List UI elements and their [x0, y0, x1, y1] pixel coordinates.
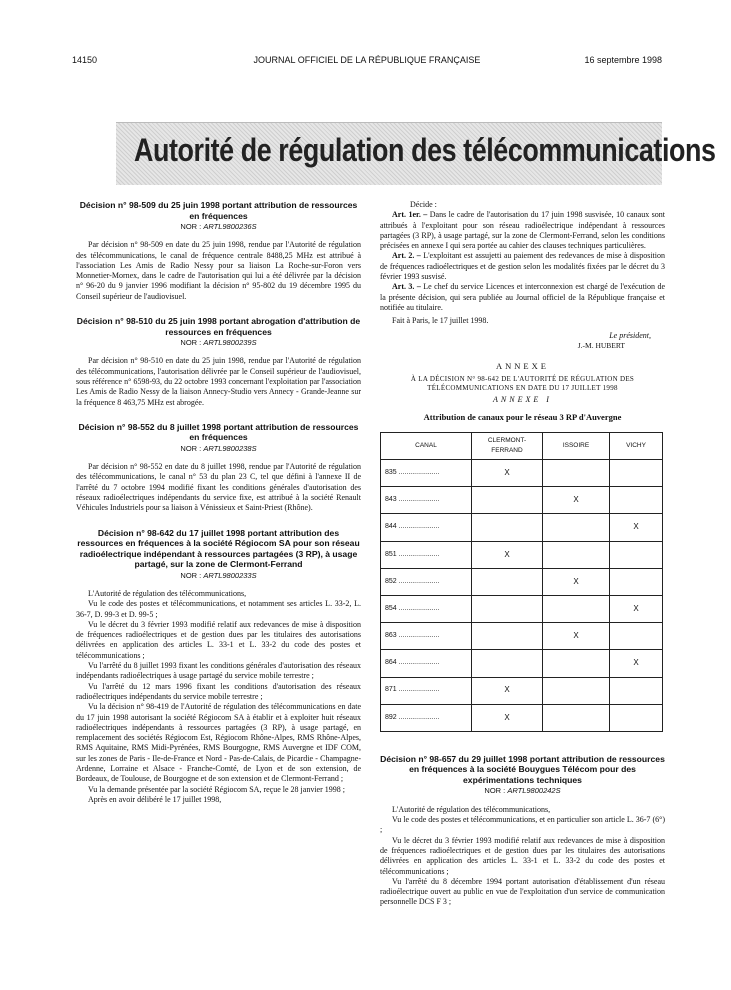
section-banner — [116, 122, 716, 185]
vichy-cell — [610, 623, 663, 650]
decision-body: Par décision n° 98-552 en date du 8 juillet 1998, rendue par l'Autorité de régulation des télécommunications, le canal n° 53 du plan 23 C, tel que défini à l'annexe II de l'arrêté du 7 octobre 1994 modifié fixant les conditions générales d'autorisation des réseaux radioélectriques indépendants du service fixe, est attribué à la société Renault Véhicules Industriels pour sa liaison à Vénissieux et Saint-Priest (Rhône). — [76, 462, 361, 513]
article-1 — [380, 210, 665, 251]
channel-cell: 892 ..................... — [381, 704, 472, 731]
table-row — [381, 487, 663, 514]
visa-paragraph: L'Autorité de régulation des télécommunications, — [392, 804, 551, 814]
table-row — [381, 595, 663, 622]
table-row — [381, 568, 663, 595]
decision-body: Par décision n° 98-509 en date du 25 juin 1998, rendue par l'Autorité de régulation des télécommunications, le canal de fréquence centrale 8488,25 MHz est attribué à l'association Les Amis de Radio Nessy pour sa liaison La Roche-sur-Foron vers Monnetier-Mornex, dans le cadre de l'autorisation qui lui a été délivrée par la décision n° 96-20 du 9 janvier 1996 modifiant la décision n° 95-802 du 19 décembre 1995 du Conseil supérieur de l'audiovisuel. — [76, 240, 361, 301]
decide-line: Décide : — [410, 200, 437, 209]
nor-label: NOR : — [180, 338, 202, 348]
vichy-cell — [610, 460, 663, 487]
nor-code: ARTL9800238S — [203, 443, 257, 453]
decision-title-98-642: Décision n° 98-642 du 17 juillet 1998 portant attribution des ressources en fréquences à la société Régiocom SA pour son réseau radioélectrique indépendant à ressources partagées (3 RP), à usage partagé, sur la zone de Clermont-Ferrand — [77, 527, 360, 570]
visa-paragraph: Vu l'arrêté du 12 mars 1996 fixant les conditions d'autorisation des réseaux radioélectriques indépendants du service mobile terrestre ; — [76, 681, 361, 701]
clermont-ferrand-cell — [472, 595, 543, 622]
nor-label: NOR : — [484, 786, 506, 796]
clermont-ferrand-cell — [472, 623, 543, 650]
issue-date: 16 septembre 1998 — [584, 55, 662, 65]
nor-code: ARTL9800236S — [203, 222, 257, 231]
nor-label: NOR : — [180, 570, 202, 580]
signer-title: Le président, — [609, 330, 651, 340]
article-text: Dans le cadre de l'autorisation du 17 juin 1998 susvisée, 10 canaux sont attribués à l'exploitant pour son réseau radioélectrique indépendant à ressources partagées (3 RP), à usage partagé, sur la zone de Clermont-Ferrand, selon les conditions précisées en annexe I qui sera portée au cahier des clauses techniques particulières. — [380, 210, 665, 251]
issoire-cell — [543, 460, 610, 487]
article-2 — [380, 251, 665, 282]
decision-body: Par décision n° 98-510 en date du 25 juin 1998, rendue par l'Autorité de régulation des télécommunications, l'autorisation délivrée par le Conseil supérieur de l'audiovisuel, sous référence n° 6598-93, du 22 octobre 1993 concernant l'exploitation par l'association Les Amis de Radio Nessy de la liaison Annecy-Studio vers Annecy - Grande-Jeanne sur la fréquence 8 463,75 MHz est abrogée. — [76, 356, 361, 407]
channel-allocation-table — [380, 432, 663, 732]
banner-title: Autorité de régulation des télécommunications — [134, 132, 716, 168]
right-column — [380, 200, 665, 908]
page-number: 14150 — [72, 55, 98, 65]
vichy-cell: X — [610, 514, 663, 541]
vichy-cell — [610, 487, 663, 514]
channel-cell: 871 ..................... — [381, 677, 472, 704]
issoire-cell — [543, 541, 610, 568]
table-row — [381, 677, 663, 704]
issoire-cell — [543, 595, 610, 622]
nor-line — [76, 571, 361, 581]
issoire-cell — [543, 650, 610, 677]
decision-title-98-510: Décision n° 98-510 du 25 juin 1998 portant abrogation d'attribution de ressources en fréquences — [76, 316, 361, 337]
clermont-ferrand-cell: X — [472, 677, 543, 704]
visa-paragraph: Vu l'arrêté du 8 décembre 1994 portant autorisation d'établissement d'un réseau radioélectrique ouvert au public en vue de l'exploitation d'un service de communication personnelle DCS F 3 ; — [380, 876, 665, 907]
visa-paragraph: Après en avoir délibéré le 17 juillet 1998, — [88, 794, 222, 804]
visa-paragraph: Vu le décret du 3 février 1993 modifié relatif aux redevances de mise à disposition de fréquences radioélectriques et de gestion dues par les titulaires des autorisations délivrées en application des articles L. 33-1 et L. 33-2 du code des postes et télécommunications ; — [380, 835, 665, 876]
header-clermont-ferrand: CLERMONT-FERRAND — [472, 433, 543, 460]
clermont-ferrand-cell — [472, 487, 543, 514]
nor-line — [76, 222, 361, 232]
article-3 — [380, 282, 665, 313]
issoire-cell: X — [543, 568, 610, 595]
decision-title-98-509: Décision n° 98-509 du 25 juin 1998 portant attribution de ressources en fréquences — [79, 200, 358, 221]
vichy-cell: X — [610, 650, 663, 677]
annexe-reference: À LA DÉCISION N° 98-642 DE L'AUTORITÉ DE RÉGULATION DES TÉLÉCOMMUNICATIONS EN DATE DU 17 JUILLET 1998 — [410, 375, 635, 393]
clermont-ferrand-cell — [472, 514, 543, 541]
table-header-row — [381, 433, 663, 460]
nor-code: ARTL9800233S — [203, 570, 257, 580]
channel-cell: 851 ..................... — [381, 541, 472, 568]
visa-paragraph: Vu le code des postes et télécommunications, et en particulier son article L. 36-7 (6°) ; — [380, 815, 665, 835]
visa-paragraph: Vu la demande présentée par la société Régiocom SA, reçue le 28 janvier 1998 ; — [88, 784, 345, 794]
vichy-cell — [610, 568, 663, 595]
article-number: Art. 3. – — [392, 282, 421, 292]
annexe-i-heading: ANNEXE I — [493, 395, 552, 405]
table-row — [381, 623, 663, 650]
visa-paragraph: Vu le code des postes et télécommunications, et notamment ses articles L. 33-2, L. 36-7, D. 99-3 et D. 99-5 ; — [76, 599, 361, 619]
clermont-ferrand-cell — [472, 650, 543, 677]
header-canal: CANAL — [381, 433, 472, 460]
signer-name: J.-M. HUBERT — [577, 340, 625, 350]
issoire-cell — [543, 514, 610, 541]
header-vichy: VICHY — [610, 433, 663, 460]
article-text: L'exploitant est assujetti au paiement des redevances de mise à disposition de fréquences radioélectriques et de gestion selon les modalités fixées par le décret du 3 février 1993 susvisé. — [380, 251, 666, 282]
channel-cell: 844 ..................... — [381, 514, 472, 541]
journal-title: JOURNAL OFFICIEL DE LA RÉPUBLIQUE FRANÇAISE — [253, 55, 481, 65]
vichy-cell — [610, 541, 663, 568]
issoire-cell: X — [543, 487, 610, 514]
place-date: Fait à Paris, le 17 juillet 1998. — [392, 316, 489, 326]
nor-line — [76, 444, 361, 454]
channel-cell: 835 ..................... — [381, 460, 472, 487]
nor-label: NOR : — [180, 443, 202, 453]
visa-paragraph: Vu la décision n° 98-419 de l'Autorité de régulation des télécommunications en date du 17 juin 1998 autorisant la société Régiocom SA à établir et à exploiter huit réseaux radioélectriques indépendants à ressources partagées (3 RP), à usage partagé, en remplacement des sociétés Régiocom Est, Régiocom Rhône-Alpes, RMS Rhône-Alpes, RMS Aquitaine, RMS Midi-Pyrénées, RMS Bourgogne, RMS Auvergne et IDF COM, sur les zones de Paris - Ile-de-France et Nord - Pas-de-Calais, de Picardie - Champagne-Ardenne, Lorraine et Alsace - Franche-Comté, de Lyon et de son extension, de Bordeaux, de Toulouse, de Bourgogne et de son extension et de Clermont-Ferrand ; — [76, 702, 361, 784]
running-header — [72, 55, 662, 69]
table-row — [381, 460, 663, 487]
channel-cell: 854 ..................... — [381, 595, 472, 622]
issoire-cell — [543, 704, 610, 731]
nor-line — [380, 786, 665, 796]
article-number: Art. 2. – — [392, 251, 421, 261]
nor-line — [76, 338, 361, 348]
annexe-heading: ANNEXE — [496, 361, 549, 372]
left-column — [76, 200, 361, 805]
clermont-ferrand-cell: X — [472, 460, 543, 487]
issoire-cell — [543, 677, 610, 704]
header-issoire: ISSOIRE — [543, 433, 610, 460]
vichy-cell — [610, 677, 663, 704]
channel-cell: 864 ..................... — [381, 650, 472, 677]
decision-title-98-552: Décision n° 98-552 du 8 juillet 1998 portant attribution de ressources en fréquences — [78, 421, 359, 443]
table-row — [381, 514, 663, 541]
vichy-cell — [610, 704, 663, 731]
decision-title-98-657: Décision n° 98-657 du 29 juillet 1998 portant attribution de ressources en fréquences à la société Bouygues Télécom pour des expérimentations techniques — [380, 753, 665, 785]
channel-cell: 852 ..................... — [381, 568, 472, 595]
issoire-cell: X — [543, 623, 610, 650]
article-number: Art. 1er. – — [392, 210, 428, 220]
table-row — [381, 704, 663, 731]
channel-cell: 843 ..................... — [381, 487, 472, 514]
channel-cell: 863 ..................... — [381, 623, 472, 650]
table-title: Attribution de canaux pour le réseau 3 RP d'Auvergne — [423, 411, 622, 422]
table-row — [381, 650, 663, 677]
nor-code: ARTL9800239S — [203, 338, 257, 348]
visa-paragraph: Vu le décret du 3 février 1993 modifié relatif aux redevances de mise à disposition de fréquences radioélectriques et de gestion dues par les titulaires des autorisations délivrées en application des articles L. 33-1 et L. 33-2 du code des postes et télécommunications ; — [76, 619, 361, 660]
article-text: Le chef du service Licences et interconnexion est chargé de l'exécution de la présente décision, qui sera publiée au Journal officiel de la République française et notifiée au titulaire. — [380, 282, 665, 312]
clermont-ferrand-cell: X — [472, 704, 543, 731]
nor-label: NOR : — [180, 222, 202, 231]
clermont-ferrand-cell: X — [472, 541, 543, 568]
visa-paragraph: L'Autorité de régulation des télécommunications, — [88, 588, 247, 598]
table-row — [381, 541, 663, 568]
nor-code: ARTL9800242S — [507, 786, 561, 796]
clermont-ferrand-cell — [472, 568, 543, 595]
vichy-cell: X — [610, 595, 663, 622]
visa-paragraph: Vu l'arrêté du 8 juillet 1993 fixant les conditions générales d'autorisation des réseaux indépendants radioélectriques à usage partagé du service mobile terrestre ; — [76, 661, 361, 681]
